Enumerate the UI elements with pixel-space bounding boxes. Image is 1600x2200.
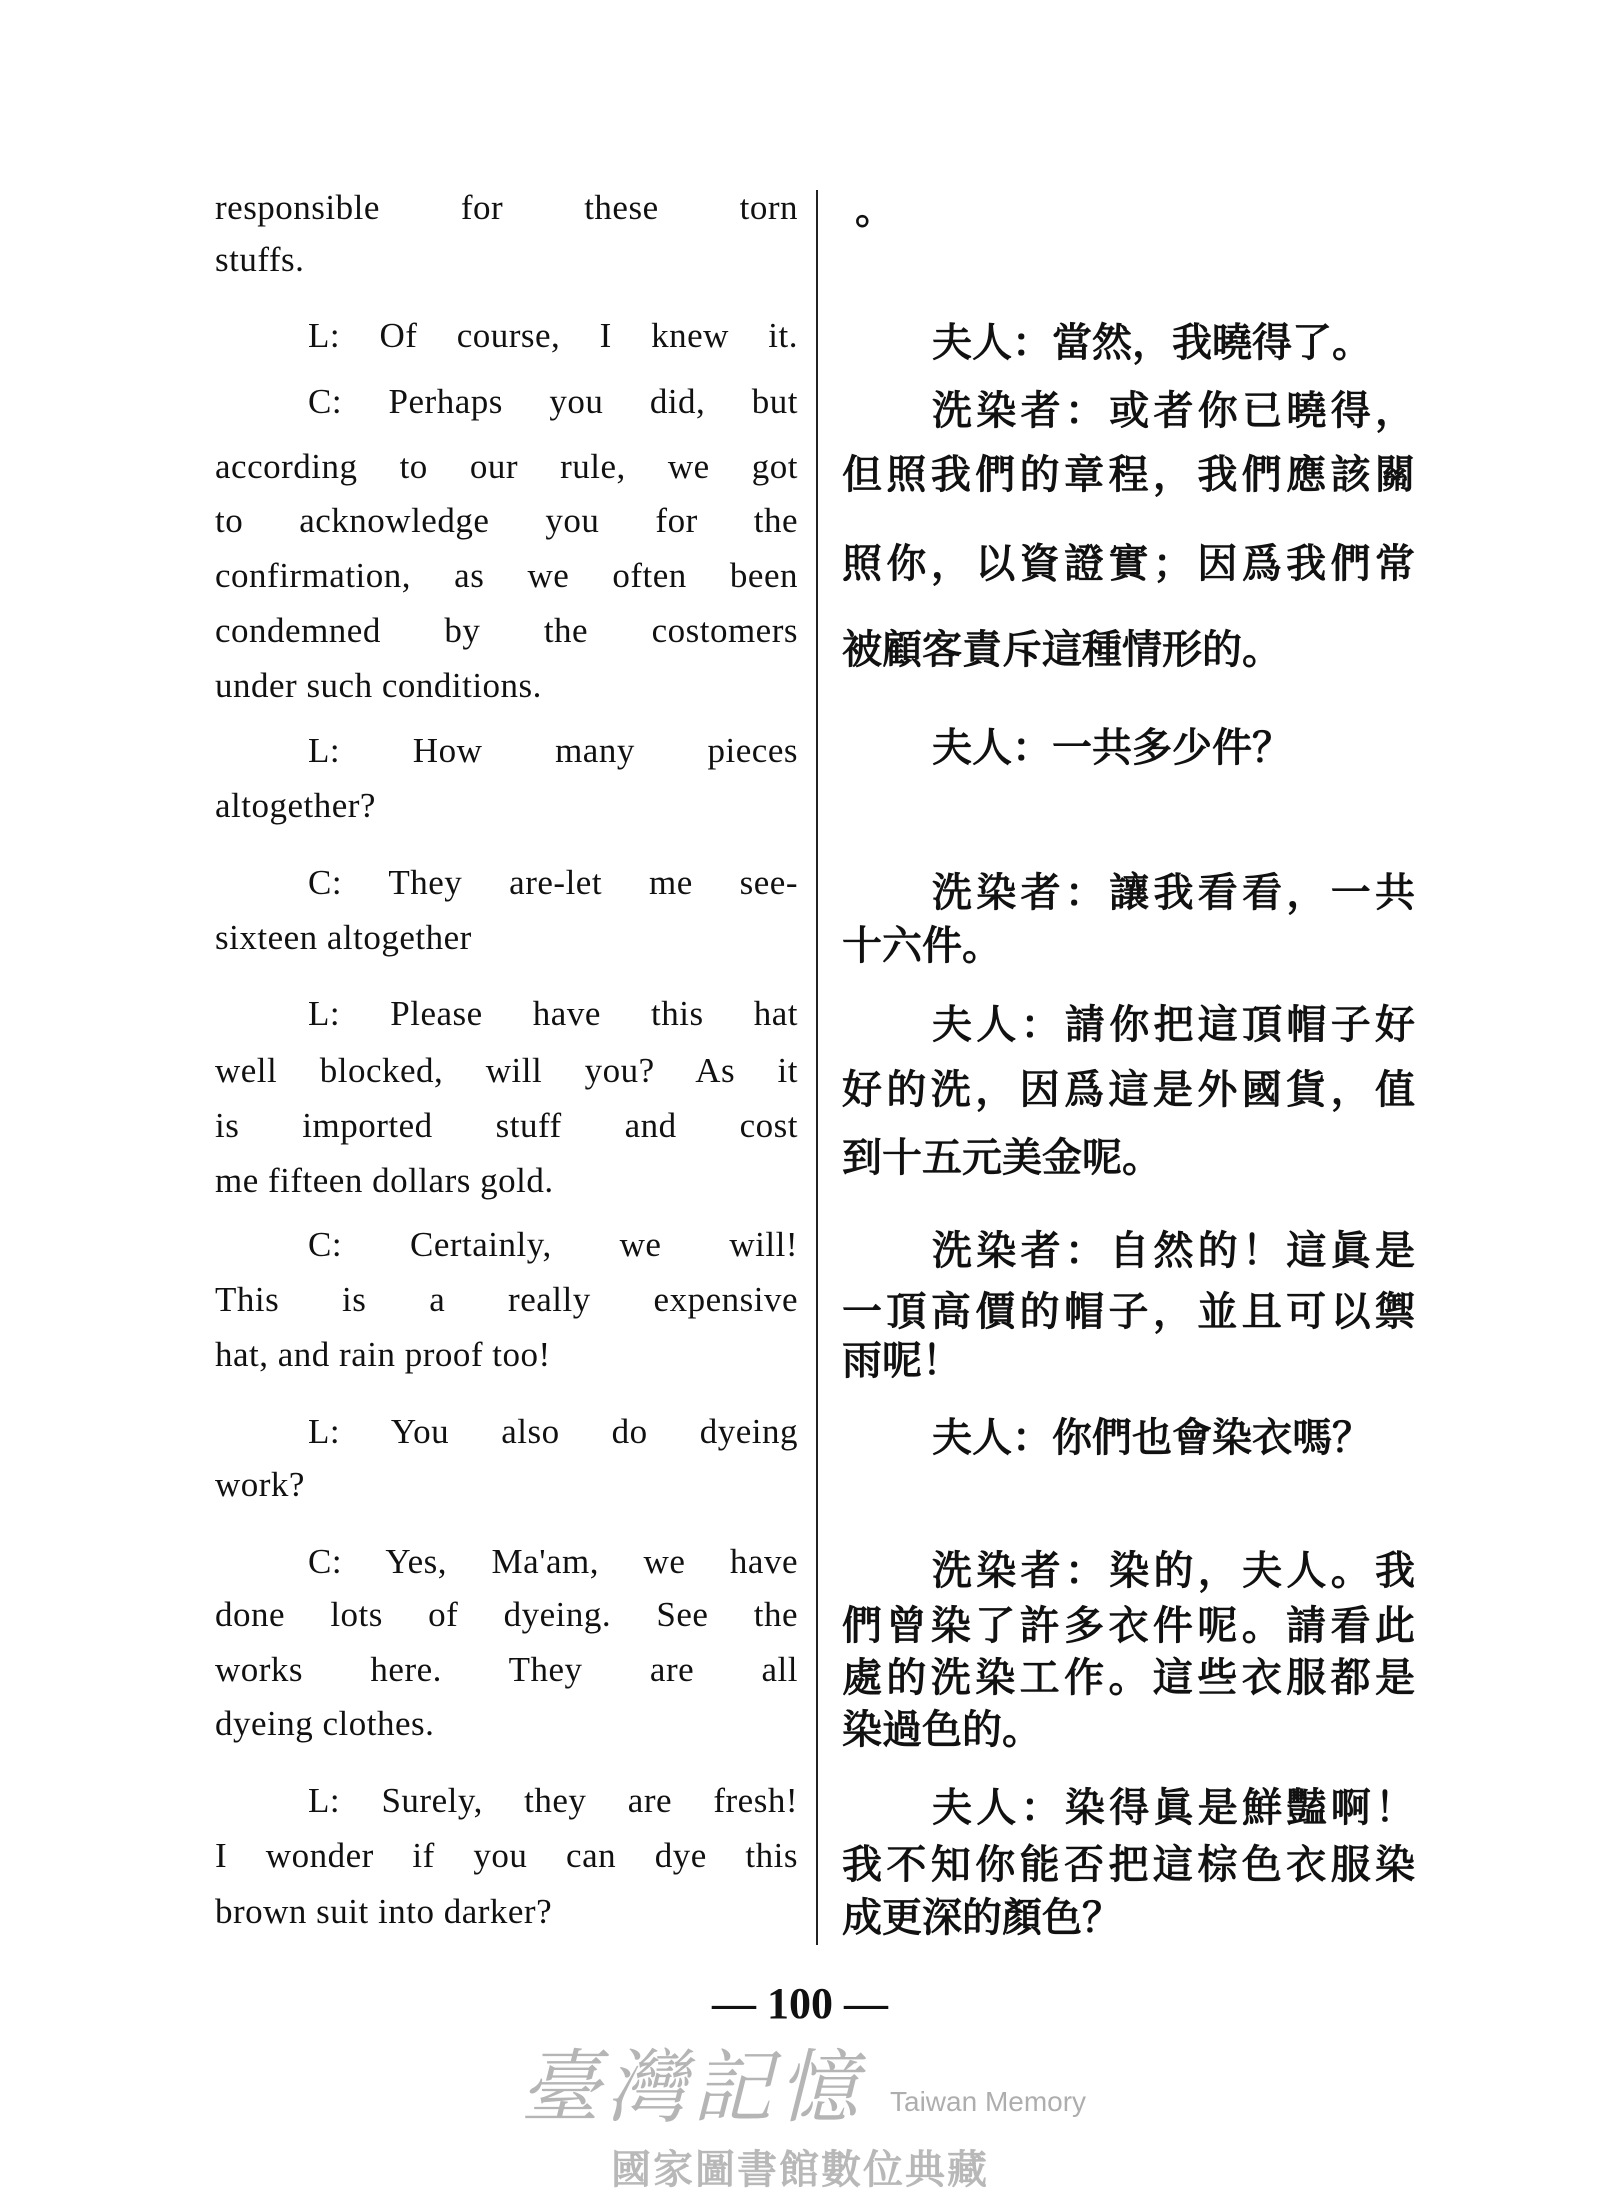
chinese-text-line: 十六件。 [842,923,1002,968]
watermark-english: Taiwan Memory [890,2086,1087,2117]
watermark-chinese: 臺灣記憶 [520,2041,864,2134]
english-text-line: work? [215,1465,305,1504]
chinese-text-line: 們曾染了許多衣件呢。請看此 [842,1603,1415,1648]
english-text-line: condemned by the costomers [215,611,798,650]
chinese-text-line: 夫人：一共多少件？ [932,725,1292,770]
page-number: — 100 — [712,1979,888,2028]
english-text-line: This is a really expensive [215,1280,798,1319]
english-text-line: I wonder if you can dye this [215,1836,798,1875]
english-text-line: hat, and rain proof too! [215,1335,551,1374]
english-text-line: brown suit into darker? [215,1892,553,1931]
taiwan-memory-watermark [520,2041,1120,2140]
english-text-line: C: Yes, Ma'am, we have [308,1542,798,1581]
english-text-line: to acknowledge you for the [215,501,798,540]
chinese-text-line: 我不知你能否把這棕色衣服染 [842,1842,1415,1887]
english-text-line: dyeing clothes. [215,1704,435,1743]
chinese-text-line: 處的洗染工作。這些衣服都是 [842,1655,1415,1700]
chinese-text-line: 照你，以資證實；因爲我們常 [842,541,1415,586]
english-text-line: C: Perhaps you did, but [308,382,798,421]
chinese-text-line: 好的洗，因爲這是外國貨，值 [842,1067,1415,1112]
english-text-line: done lots of dyeing. See the [215,1595,798,1634]
chinese-text-line: 夫人：染得眞是鮮豔啊！ [932,1785,1415,1830]
english-text-line: according to our rule, we got [215,447,798,486]
english-text-line: me fifteen dollars gold. [215,1161,554,1200]
chinese-text-line: 夫人：你們也會染衣嗎？ [932,1415,1372,1460]
english-text-line: C: They are-let me see- [308,863,798,902]
english-text-line: confirmation, as we often been [215,556,798,595]
english-text-line: L: You also do dyeing [308,1412,798,1451]
chinese-text-line: 被顧客責斥這種情形的。 [842,627,1282,672]
chinese-text-line: 一頂高價的帽子，並且可以禦 [842,1289,1415,1334]
chinese-text-line: 洗染者：自然的！這眞是 [932,1228,1415,1273]
english-text-line: is imported stuff and cost [215,1106,798,1145]
chinese-text-line: 夫人：當然，我曉得了。 [932,320,1372,365]
english-text-line: works here. They are all [215,1650,798,1689]
chinese-text-line: 夫人：請你把這頂帽子好 [932,1002,1415,1047]
chinese-text-line: 洗染者：或者你已曉得， [932,388,1415,433]
chinese-text-line: 染過色的。 [842,1707,1042,1752]
chinese-text-line: 成更深的顏色？ [842,1895,1122,1940]
english-text-line: responsible for these torn [215,188,798,227]
english-text-line: L: Surely, they are fresh! [308,1781,798,1820]
english-text-line: stuffs. [215,240,305,279]
english-text-line: L: How many pieces [308,731,798,770]
english-text-line: well blocked, will you? As it [215,1051,798,1090]
chinese-text-line: 雨呢！ [842,1338,962,1383]
chinese-text-line: 到十五元美金呢。 [842,1135,1162,1180]
chinese-text-line: 洗染者：染的，夫人。我 [932,1548,1415,1593]
english-text-line: altogether? [215,786,376,825]
english-text-line: L: Please have this hat [308,994,798,1033]
english-text-line: L: Of course, I knew it. [308,316,798,355]
library-footer: 國家圖書館數位典藏 [611,2147,989,2192]
english-text-line: under such conditions. [215,666,542,705]
chinese-text-line: 。 [855,187,895,232]
chinese-text-line: 但照我們的章程，我們應該關 [842,452,1415,497]
english-text-line: C: Certainly, we will! [308,1225,798,1264]
column-divider [816,190,818,1945]
chinese-text-line: 洗染者：讓我看看，一共 [932,870,1415,915]
english-text-line: sixteen altogether [215,918,472,957]
